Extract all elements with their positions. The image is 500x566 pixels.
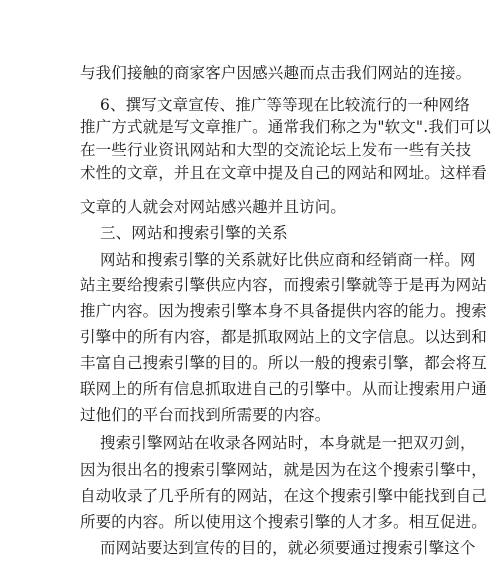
- text-line-16: 因为很出名的搜索引擎网站，就是因为在这个搜索引擎中，: [80, 461, 487, 479]
- text-line-13: 联网上的所有信息抓取进自己的引擎中。从而让搜索用户通: [80, 380, 487, 398]
- text-line-17: 自动收录了几乎所有的网站，在这个搜索引擎中能找到自己: [80, 487, 487, 505]
- text-line-6: 文章的人就会对网站感兴趣并且访问。: [80, 198, 347, 216]
- text-line-19: 而网站要达到宣传的目的，就必须要通过搜索引擎这个: [100, 539, 476, 557]
- text-line-15: 搜索引擎网站在收录各网站时，本身就是一把双刃剑，: [100, 434, 476, 452]
- text-line-18: 所要的内容。所以使用这个搜索引擎的人才多。相互促进。: [80, 513, 487, 531]
- section-heading: 三、网站和搜索引擎的关系: [100, 224, 288, 242]
- text-line-5: 术性的文章，并且在文章中提及自己的网站和网址。这样看: [80, 164, 487, 182]
- text-line-14: 过他们的平台而找到所需要的内容。: [80, 406, 331, 424]
- text-line-11: 引擎中的所有内容，都是抓取网站上的文字信息。以达到和: [80, 328, 487, 346]
- text-line-9: 站主要给搜索引擎供应内容，而搜索引擎就等于是再为网站: [80, 276, 487, 294]
- text-line-4: 在一些行业资讯网站和大型的交流论坛上发布一些有关技: [80, 141, 472, 159]
- text-line-3: 推广方式就是写文章推广。通常我们称之为"软文".我们可以: [80, 118, 491, 136]
- text-line-8: 网站和搜索引擎的关系就好比供应商和经销商一样。网: [100, 251, 476, 269]
- text-line-2: 6、撰写文章宣传、推广等等现在比较流行的一种网络: [100, 96, 470, 114]
- text-line-12: 丰富自己搜索引擎的目的。所以一般的搜索引擎，都会将互: [80, 354, 487, 372]
- text-line-1: 与我们接触的商家客户因感兴趣而点击我们网站的连接。: [80, 64, 472, 82]
- text-line-10: 推广内容。因为搜索引擎本身不具备提供内容的能力。搜索: [80, 302, 487, 320]
